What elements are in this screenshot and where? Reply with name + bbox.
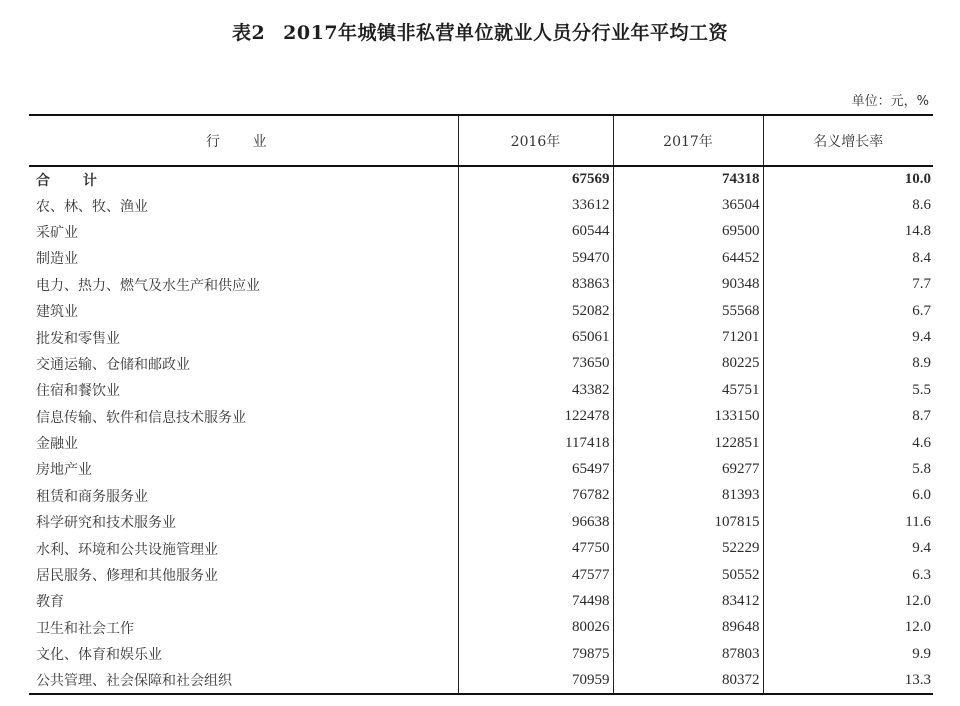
growth-rate: 13.3: [763, 667, 933, 693]
wage-2016: 65061: [458, 324, 613, 350]
header-growth-rate: 名义增长率: [763, 115, 933, 166]
growth-rate: 12.0: [763, 588, 933, 614]
header-industry: 行 业: [29, 115, 458, 166]
industry-name: 信息传输、软件和信息技术服务业: [36, 409, 246, 426]
wage-2016: 117418: [458, 430, 613, 456]
industry-name: 住宿和餐饮业: [36, 383, 120, 400]
industry-name: 教育: [36, 594, 64, 611]
wage-2017: 87803: [613, 641, 763, 667]
wage-2016: 33612: [458, 192, 613, 218]
table-row: [29, 324, 933, 350]
wage-2016: 73650: [458, 351, 613, 377]
industry-name: 金融业: [36, 436, 78, 453]
wage-2016: 76782: [458, 483, 613, 509]
growth-rate: 9.4: [763, 324, 933, 350]
wage-2017: 83412: [613, 588, 763, 614]
wage-2017: 69500: [613, 219, 763, 245]
table-row: [29, 641, 933, 667]
industry-name: 公共管理、社会保障和社会组织: [29, 667, 458, 693]
wage-2016: 67569: [458, 166, 613, 192]
wage-2016: 83863: [458, 272, 613, 298]
growth-rate: 11.6: [763, 509, 933, 535]
growth-rate: 6.0: [763, 483, 933, 509]
growth-rate: 12.0: [763, 615, 933, 641]
table-row: [29, 430, 933, 456]
industry-name: 电力、热力、燃气及水生产和供应业: [36, 277, 260, 294]
wage-2017: 80225: [613, 351, 763, 377]
wages-table: [29, 114, 933, 695]
growth-rate: 6.7: [763, 298, 933, 324]
growth-rate: 5.5: [763, 377, 933, 403]
table-row: [29, 377, 933, 403]
wage-2016: 47577: [458, 562, 613, 588]
industry-name: 居民服务、修理和其他服务业: [36, 568, 218, 585]
table-row: [29, 615, 933, 641]
wage-2016: 122478: [458, 404, 613, 430]
wage-2017: 71201: [613, 324, 763, 350]
industry-name: 科学研究和技术服务业: [36, 515, 176, 532]
wage-2016: 47750: [458, 535, 613, 561]
wage-2017: 64452: [613, 245, 763, 271]
growth-rate: 8.9: [763, 351, 933, 377]
industry-name: 合 计: [36, 172, 111, 189]
wage-2016: 60544: [458, 219, 613, 245]
growth-rate: 8.4: [763, 245, 933, 271]
table-row: [29, 667, 933, 693]
industry-name: 卫生和社会工作: [36, 620, 134, 637]
wage-2016: 43382: [458, 377, 613, 403]
wage-2016: 96638: [458, 509, 613, 535]
table-row: [29, 535, 933, 561]
table-row: [29, 298, 933, 324]
growth-rate: 9.4: [763, 535, 933, 561]
header-2017: 2017年: [613, 115, 763, 166]
wage-2017: 55568: [613, 298, 763, 324]
industry-name: 批发和零售业: [36, 330, 120, 347]
industry-name: 租赁和商务服务业: [36, 488, 148, 505]
wage-2017: 52229: [613, 535, 763, 561]
table-row: [29, 245, 933, 271]
wage-2016: 59470: [458, 245, 613, 271]
growth-rate: 10.0: [763, 166, 933, 192]
growth-rate: 14.8: [763, 219, 933, 245]
table-title-text: 2017年城镇非私营单位就业人员分行业年平均工资: [283, 22, 729, 44]
table-row: [29, 219, 933, 245]
industry-name: 采矿业: [36, 224, 78, 241]
table-row: [29, 404, 933, 430]
industry-name: 房地产业: [36, 462, 92, 479]
wage-2017: 69277: [613, 456, 763, 482]
wage-2017: 36504: [613, 192, 763, 218]
table-row: [29, 562, 933, 588]
wage-2016: 70959: [458, 667, 613, 693]
unit-note: 单位：元，%: [851, 94, 929, 109]
wage-2017: 90348: [613, 272, 763, 298]
industry-name: 农、林、牧、渔业: [36, 198, 148, 215]
table-row: [29, 456, 933, 482]
table-row: [29, 272, 933, 298]
growth-rate: 6.3: [763, 562, 933, 588]
growth-rate: 4.6: [763, 430, 933, 456]
industry-name: 交通运输、仓储和邮政业: [36, 356, 190, 373]
growth-rate: 5.8: [763, 456, 933, 482]
growth-rate: 9.9: [763, 641, 933, 667]
wage-2017: 122851: [613, 430, 763, 456]
wage-2017: 133150: [613, 404, 763, 430]
wage-2017: 74318: [613, 166, 763, 192]
header-2016: 2016年: [458, 115, 613, 166]
table-row: [29, 509, 933, 535]
industry-name: 文化、体育和娱乐业: [36, 647, 162, 664]
wage-2017: 81393: [613, 483, 763, 509]
wage-2017: 45751: [613, 377, 763, 403]
wage-2016: 79875: [458, 641, 613, 667]
table-title: [0, 18, 960, 45]
growth-rate: 8.6: [763, 192, 933, 218]
wage-2017: 107815: [613, 509, 763, 535]
growth-rate: 7.7: [763, 272, 933, 298]
table-row: [29, 588, 933, 614]
wage-2016: 52082: [458, 298, 613, 324]
table-row: [29, 351, 933, 377]
industry-name: 制造业: [36, 251, 78, 268]
industry-name: 水利、环境和公共设施管理业: [36, 541, 218, 558]
wage-2017: 89648: [613, 615, 763, 641]
table-row: [29, 192, 933, 218]
wage-2016: 80026: [458, 615, 613, 641]
wage-2016: 74498: [458, 588, 613, 614]
industry-name: 建筑业: [36, 304, 78, 321]
wage-2016: 65497: [458, 456, 613, 482]
header-row: [29, 115, 933, 166]
wage-2017: 80372: [613, 667, 763, 693]
table-row-total: [29, 166, 933, 192]
growth-rate: 8.7: [763, 404, 933, 430]
wage-2017: 50552: [613, 562, 763, 588]
table-number: 表2: [231, 22, 266, 44]
table-row: [29, 483, 933, 509]
